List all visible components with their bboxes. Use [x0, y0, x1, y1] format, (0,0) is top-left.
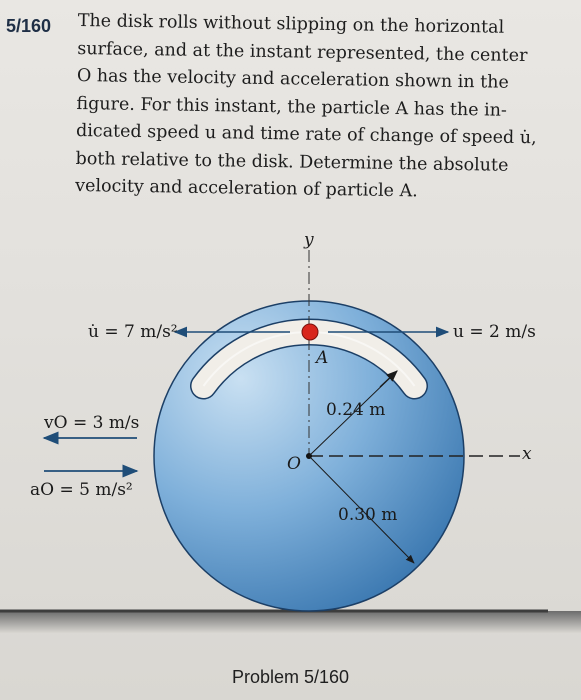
problem-line-2: surface, and at the instant represented, the center: [77, 38, 528, 66]
inner-radius-label: 0.24 m: [326, 400, 386, 420]
y-axis-label: y: [304, 230, 314, 250]
center-label: O: [287, 454, 301, 474]
problem-number: 5/160: [6, 16, 52, 36]
u-label: u = 2 m/s: [453, 322, 536, 342]
a-o-label: aO = 5 m/s²: [30, 480, 133, 500]
u-dot-label: u̇ = 7 m/s²: [88, 322, 178, 342]
ground-shadow: [0, 611, 581, 633]
problem-line-3: O has the velocity and acceleration shown in the: [76, 65, 509, 93]
particle-a: [302, 324, 318, 340]
figure-caption: Problem 5/160: [231, 667, 350, 687]
problem-line-7: velocity and acceleration of particle A.: [75, 175, 418, 202]
problem-line-1: The disk rolls without slipping on the horizontal: [77, 10, 505, 38]
problem-line-5: dicated speed u and time rate of change of speed u̇,: [75, 120, 537, 149]
problem-line-4: figure. For this instant, the particle A has the in-: [76, 93, 508, 121]
x-axis-label: x: [522, 444, 532, 464]
outer-radius-label: 0.30 m: [338, 505, 398, 525]
problem-line-6: both relative to the disk. Determine the absolute: [75, 148, 509, 176]
v-o-label: vO = 3 m/s: [44, 413, 140, 433]
particle-label: A: [316, 348, 329, 368]
